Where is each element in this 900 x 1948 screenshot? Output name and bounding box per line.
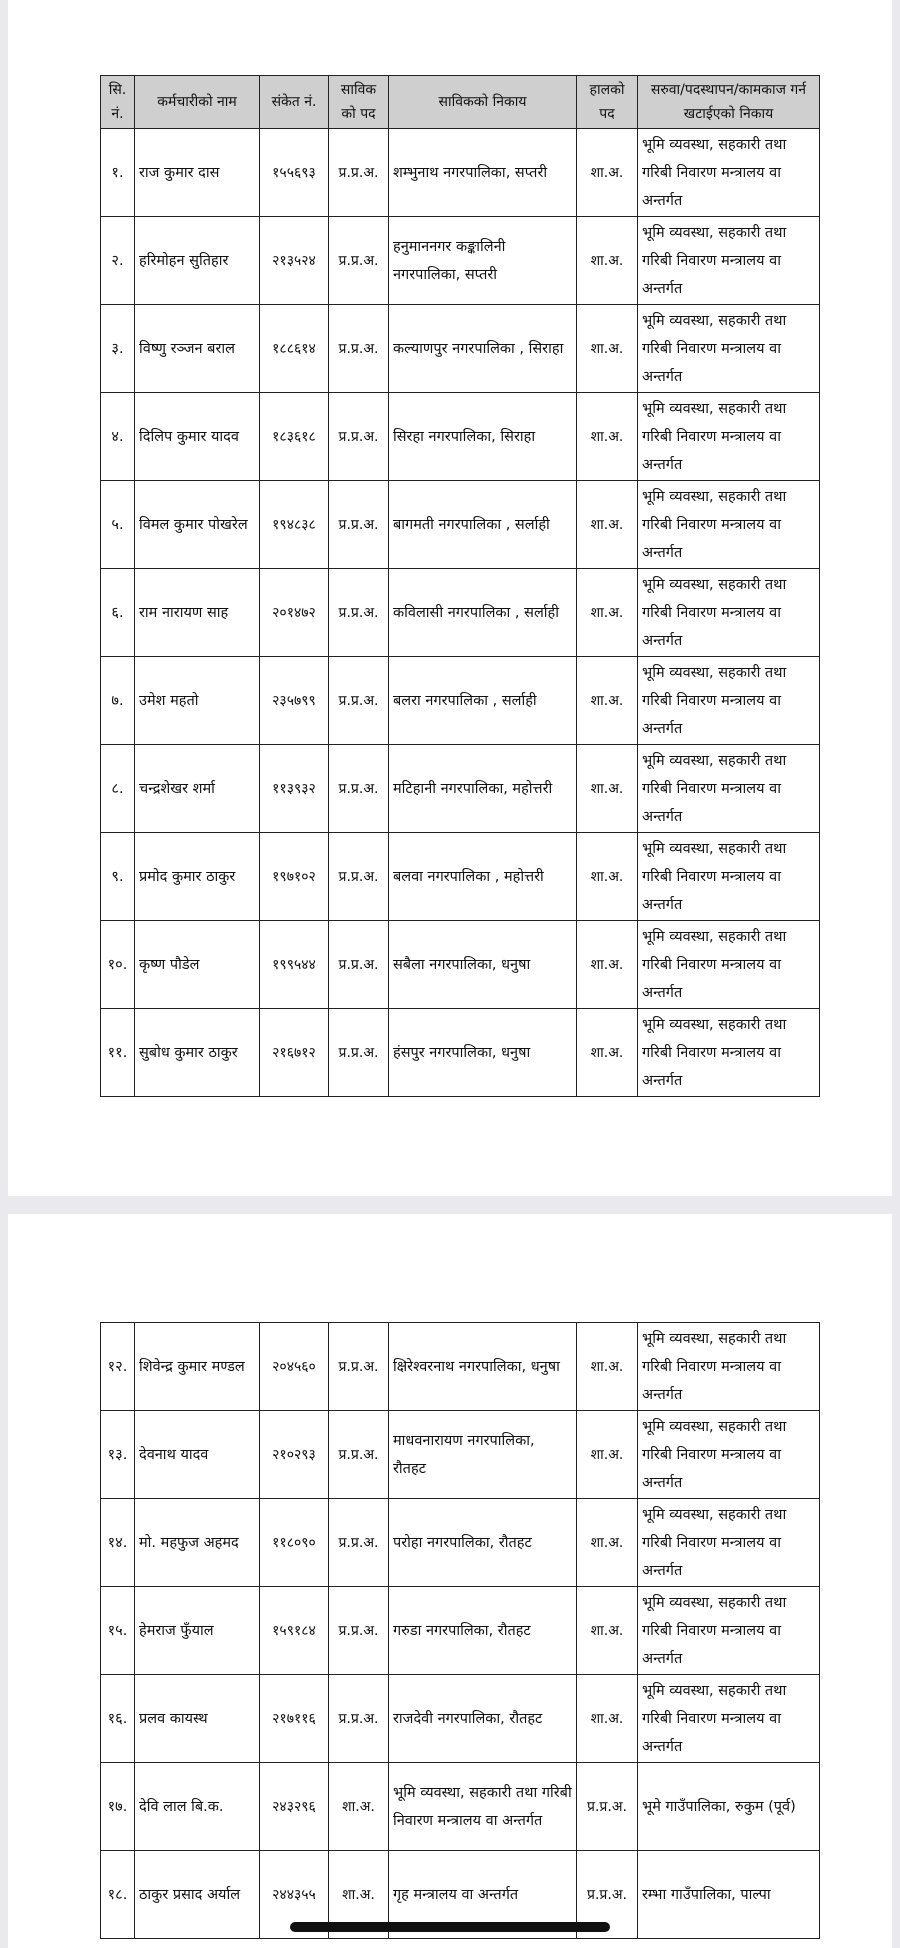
cell-prev-office: राजदेवी नगरपालिका, रौतहट (389, 1675, 577, 1763)
cell-cur-post: शा.अ. (577, 657, 638, 745)
cell-new-office: भूमि व्यवस्था, सहकारी तथा गरिबी निवारण मन्त्रालय वा अन्तर्गत (638, 657, 820, 745)
cell-code: २३५७९९ (260, 657, 329, 745)
cell-new-office: भूमि व्यवस्था, सहकारी तथा गरिबी निवारण मन्त्रालय वा अन्तर्गत (638, 129, 820, 217)
cell-prev-post: शा.अ. (329, 1763, 389, 1851)
table-row (101, 1763, 820, 1851)
cell-new-office: भूमि व्यवस्था, सहकारी तथा गरिबी निवारण मन्त्रालय वा अन्तर्गत (638, 1323, 820, 1411)
cell-new-office: भूमि व्यवस्था, सहकारी तथा गरिबी निवारण मन्त्रालय वा अन्तर्गत (638, 1587, 820, 1675)
cell-name: राज कुमार दास (135, 129, 260, 217)
cell-sn: ७. (101, 657, 135, 745)
table-row (101, 1009, 820, 1097)
table-header (101, 76, 820, 129)
cell-prev-post: प्र.प्र.अ. (329, 921, 389, 1009)
cell-name: देवि लाल बि.क. (135, 1763, 260, 1851)
cell-new-office: भूमि व्यवस्था, सहकारी तथा गरिबी निवारण मन्त्रालय वा अन्तर्गत (638, 481, 820, 569)
cell-prev-post: प्र.प्र.अ. (329, 1411, 389, 1499)
header-prev-office: साविकको निकाय (389, 76, 577, 129)
table-row (101, 217, 820, 305)
cell-sn: ६. (101, 569, 135, 657)
header-prev-post: साविक को पद (329, 76, 389, 129)
cell-new-office: भूमि व्यवस्था, सहकारी तथा गरिबी निवारण मन्त्रालय वा अन्तर्गत (638, 217, 820, 305)
document-page-2 (8, 1214, 892, 1948)
table-row (101, 1587, 820, 1675)
cell-prev-post: प्र.प्र.अ. (329, 481, 389, 569)
cell-sn: १७. (101, 1763, 135, 1851)
cell-name: सुबोध कुमार ठाकुर (135, 1009, 260, 1097)
cell-prev-post: प्र.प्र.अ. (329, 1323, 389, 1411)
cell-name: राम नारायण साह (135, 569, 260, 657)
cell-new-office: भूमि व्यवस्था, सहकारी तथा गरिबी निवारण मन्त्रालय वा अन्तर्गत (638, 1009, 820, 1097)
cell-cur-post: शा.अ. (577, 1009, 638, 1097)
cell-code: २१०२९३ (260, 1411, 329, 1499)
cell-prev-office: बलरा नगरपालिका , सर्लाही (389, 657, 577, 745)
cell-sn: १६. (101, 1675, 135, 1763)
cell-cur-post: शा.अ. (577, 1411, 638, 1499)
transfer-table-page-2 (100, 1322, 820, 1939)
table-row (101, 393, 820, 481)
cell-prev-office: मटिहानी नगरपालिका, महोत्तरी (389, 745, 577, 833)
cell-cur-post: प्र.प्र.अ. (577, 1851, 638, 1939)
cell-cur-post: शा.अ. (577, 1499, 638, 1587)
cell-sn: १०. (101, 921, 135, 1009)
cell-prev-office: हंसपुर नगरपालिका, धनुषा (389, 1009, 577, 1097)
cell-sn: १४. (101, 1499, 135, 1587)
table-row (101, 129, 820, 217)
cell-new-office: भूमि व्यवस्था, सहकारी तथा गरिबी निवारण मन्त्रालय वा अन्तर्गत (638, 1499, 820, 1587)
document-page-1 (8, 0, 892, 1196)
cell-prev-office: गृह मन्त्रालय वा अन्तर्गत (389, 1851, 577, 1939)
cell-prev-office: परोहा नगरपालिका, रौतहट (389, 1499, 577, 1587)
table-row (101, 305, 820, 393)
cell-sn: ११. (101, 1009, 135, 1097)
table-row (101, 1323, 820, 1411)
cell-new-office: भूमि व्यवस्था, सहकारी तथा गरिबी निवारण मन्त्रालय वा अन्तर्गत (638, 569, 820, 657)
cell-name: कृष्ण पौडेल (135, 921, 260, 1009)
cell-new-office: भूमि व्यवस्था, सहकारी तथा गरिबी निवारण मन्त्रालय वा अन्तर्गत (638, 833, 820, 921)
cell-code: २१६७१२ (260, 1009, 329, 1097)
cell-prev-post: प्र.प्र.अ. (329, 569, 389, 657)
header-new-office: सरुवा/पदस्थापन/कामकाज गर्न खटाईएको निकाय (638, 76, 820, 129)
cell-prev-office: भूमि व्यवस्था, सहकारी तथा गरिबी निवारण मन्त्रालय वा अन्तर्गत (389, 1763, 577, 1851)
cell-sn: ९. (101, 833, 135, 921)
cell-prev-office: सबैला नगरपालिका, धनुषा (389, 921, 577, 1009)
header-sn: सि. नं. (101, 76, 135, 129)
cell-name: प्रमोद कुमार ठाकुर (135, 833, 260, 921)
cell-code: ११८०९० (260, 1499, 329, 1587)
cell-name: हेमराज फुँयाल (135, 1587, 260, 1675)
cell-cur-post: शा.अ. (577, 569, 638, 657)
cell-new-office: भूमि व्यवस्था, सहकारी तथा गरिबी निवारण मन्त्रालय वा अन्तर्गत (638, 745, 820, 833)
cell-code: १९९५४४ (260, 921, 329, 1009)
cell-prev-post: शा.अ. (329, 1851, 389, 1939)
cell-sn: १५. (101, 1587, 135, 1675)
cell-sn: १३. (101, 1411, 135, 1499)
cell-new-office: रम्भा गाउँपालिका, पाल्पा (638, 1851, 820, 1939)
cell-code: २१७११६ (260, 1675, 329, 1763)
cell-name: मो. महफुज अहमद (135, 1499, 260, 1587)
cell-code: १५९१८४ (260, 1587, 329, 1675)
table-row (101, 1675, 820, 1763)
cell-prev-post: प्र.प्र.अ. (329, 393, 389, 481)
cell-prev-post: प्र.प्र.अ. (329, 129, 389, 217)
cell-prev-office: सिरहा नगरपालिका, सिराहा (389, 393, 577, 481)
cell-name: ठाकुर प्रसाद अर्याल (135, 1851, 260, 1939)
cell-prev-post: प्र.प्र.अ. (329, 217, 389, 305)
cell-code: १५५६९३ (260, 129, 329, 217)
cell-name: देवनाथ यादव (135, 1411, 260, 1499)
cell-prev-office: क्षिरेश्वरनाथ नगरपालिका, धनुषा (389, 1323, 577, 1411)
cell-cur-post: शा.अ. (577, 833, 638, 921)
cell-prev-post: प्र.प्र.अ. (329, 1009, 389, 1097)
cell-sn: १८. (101, 1851, 135, 1939)
table-row (101, 921, 820, 1009)
table-row (101, 1499, 820, 1587)
cell-prev-office: माधवनारायण नगरपालिका, रौतहट (389, 1411, 577, 1499)
cell-name: विमल कुमार पोखरेल (135, 481, 260, 569)
header-row (101, 76, 820, 129)
cell-code: २०४५६० (260, 1323, 329, 1411)
cell-code: १९७१०२ (260, 833, 329, 921)
cell-sn: १. (101, 129, 135, 217)
cell-prev-post: प्र.प्र.अ. (329, 657, 389, 745)
cell-cur-post: प्र.प्र.अ. (577, 1763, 638, 1851)
header-name: कर्मचारीको नाम (135, 76, 260, 129)
cell-prev-office: बलवा नगरपालिका , महोत्तरी (389, 833, 577, 921)
cell-prev-office: शम्भुनाथ नगरपालिका, सप्तरी (389, 129, 577, 217)
table-row (101, 657, 820, 745)
table-row (101, 481, 820, 569)
cell-prev-office: कल्याणपुर नगरपालिका , सिराहा (389, 305, 577, 393)
cell-name: शिवेन्द्र कुमार मण्डल (135, 1323, 260, 1411)
table-row (101, 1411, 820, 1499)
cell-new-office: भूमे गाउँपालिका, रुकुम (पूर्व) (638, 1763, 820, 1851)
cell-prev-post: प्र.प्र.अ. (329, 1587, 389, 1675)
cell-new-office: भूमि व्यवस्था, सहकारी तथा गरिबी निवारण मन्त्रालय वा अन्तर्गत (638, 1675, 820, 1763)
cell-prev-post: प्र.प्र.अ. (329, 745, 389, 833)
table-row (101, 833, 820, 921)
cell-new-office: भूमि व्यवस्था, सहकारी तथा गरिबी निवारण मन्त्रालय वा अन्तर्गत (638, 1411, 820, 1499)
cell-cur-post: शा.अ. (577, 1323, 638, 1411)
cell-new-office: भूमि व्यवस्था, सहकारी तथा गरिबी निवारण मन्त्रालय वा अन्तर्गत (638, 921, 820, 1009)
cell-code: २०१४७२ (260, 569, 329, 657)
cell-name: हरिमोहन सुतिहार (135, 217, 260, 305)
cell-sn: ५. (101, 481, 135, 569)
cell-code: २४३२९६ (260, 1763, 329, 1851)
cell-code: १८३६१८ (260, 393, 329, 481)
cell-code: २४४३५५ (260, 1851, 329, 1939)
cell-sn: २. (101, 217, 135, 305)
transfer-table-page-1 (100, 75, 820, 1097)
cell-code: १९४८३८ (260, 481, 329, 569)
cell-new-office: भूमि व्यवस्था, सहकारी तथा गरिबी निवारण मन्त्रालय वा अन्तर्गत (638, 393, 820, 481)
cell-sn: ३. (101, 305, 135, 393)
table-body (101, 1323, 820, 1939)
cell-cur-post: शा.अ. (577, 305, 638, 393)
cell-name: दिलिप कुमार यादव (135, 393, 260, 481)
header-code: संकेत नं. (260, 76, 329, 129)
cell-prev-office: बागमती नगरपालिका , सर्लाही (389, 481, 577, 569)
cell-cur-post: शा.अ. (577, 481, 638, 569)
cell-sn: १२. (101, 1323, 135, 1411)
cell-code: ११३९३२ (260, 745, 329, 833)
cell-cur-post: शा.अ. (577, 217, 638, 305)
home-indicator[interactable] (290, 1922, 610, 1932)
cell-name: उमेश महतो (135, 657, 260, 745)
cell-name: विष्णु रञ्जन बराल (135, 305, 260, 393)
cell-name: प्रलव कायस्थ (135, 1675, 260, 1763)
cell-sn: ४. (101, 393, 135, 481)
cell-cur-post: शा.अ. (577, 393, 638, 481)
cell-prev-post: प्र.प्र.अ. (329, 305, 389, 393)
cell-code: १८८६१४ (260, 305, 329, 393)
cell-prev-office: हनुमाननगर कङ्कालिनी नगरपालिका, सप्तरी (389, 217, 577, 305)
cell-prev-post: प्र.प्र.अ. (329, 833, 389, 921)
cell-cur-post: शा.अ. (577, 1675, 638, 1763)
cell-code: २१३५२४ (260, 217, 329, 305)
header-cur-post: हालको पद (577, 76, 638, 129)
cell-cur-post: शा.अ. (577, 1587, 638, 1675)
cell-prev-post: प्र.प्र.अ. (329, 1499, 389, 1587)
cell-prev-office: गरुडा नगरपालिका, रौतहट (389, 1587, 577, 1675)
cell-cur-post: शा.अ. (577, 921, 638, 1009)
cell-sn: ८. (101, 745, 135, 833)
cell-cur-post: शा.अ. (577, 745, 638, 833)
table-row (101, 745, 820, 833)
cell-name: चन्द्रशेखर शर्मा (135, 745, 260, 833)
cell-prev-office: कविलासी नगरपालिका , सर्लाही (389, 569, 577, 657)
table-row (101, 569, 820, 657)
cell-new-office: भूमि व्यवस्था, सहकारी तथा गरिबी निवारण मन्त्रालय वा अन्तर्गत (638, 305, 820, 393)
cell-cur-post: शा.अ. (577, 129, 638, 217)
cell-prev-post: प्र.प्र.अ. (329, 1675, 389, 1763)
table-body (101, 129, 820, 1097)
